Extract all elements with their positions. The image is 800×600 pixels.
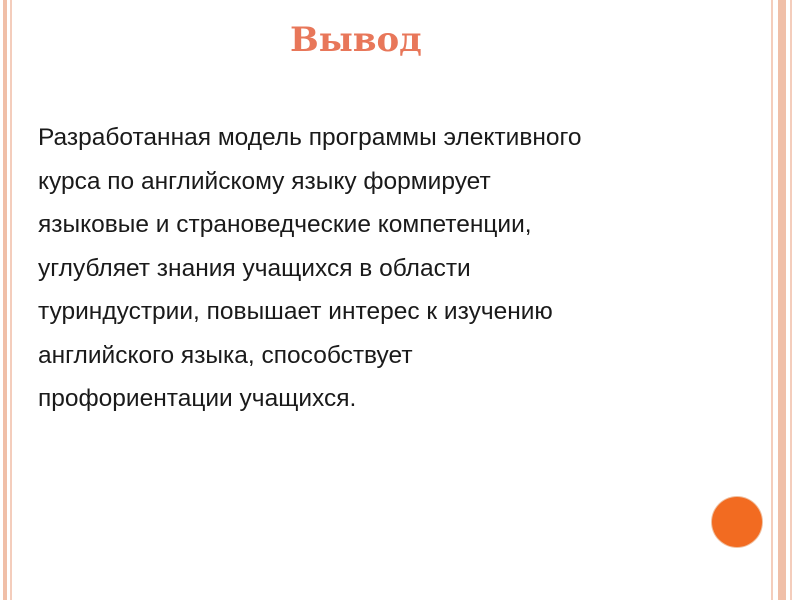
slide-body (38, 116, 718, 421)
decorative-circle (712, 497, 762, 547)
slide-title: Вывод (290, 20, 422, 60)
body-line: языковые и страноведческие компетенции, (38, 211, 532, 238)
left-border-stripe (3, 0, 7, 600)
body-line: курса по английскому языку формирует (38, 167, 491, 195)
right-border-stripe (778, 0, 786, 600)
body-line: профориентации учащихся. (38, 385, 357, 412)
left-border-thin-stripe (10, 0, 12, 600)
right-border-edge-stripe (790, 0, 792, 600)
body-line: углубляет знания учащихся в области (38, 254, 471, 282)
body-line: туриндустрии, повышает интерес к изучению (38, 298, 553, 325)
right-border-thin-stripe (771, 0, 773, 600)
body-line: Разработанная модель программы элективного (38, 124, 582, 151)
body-line: английского языка, способствует (38, 341, 413, 369)
